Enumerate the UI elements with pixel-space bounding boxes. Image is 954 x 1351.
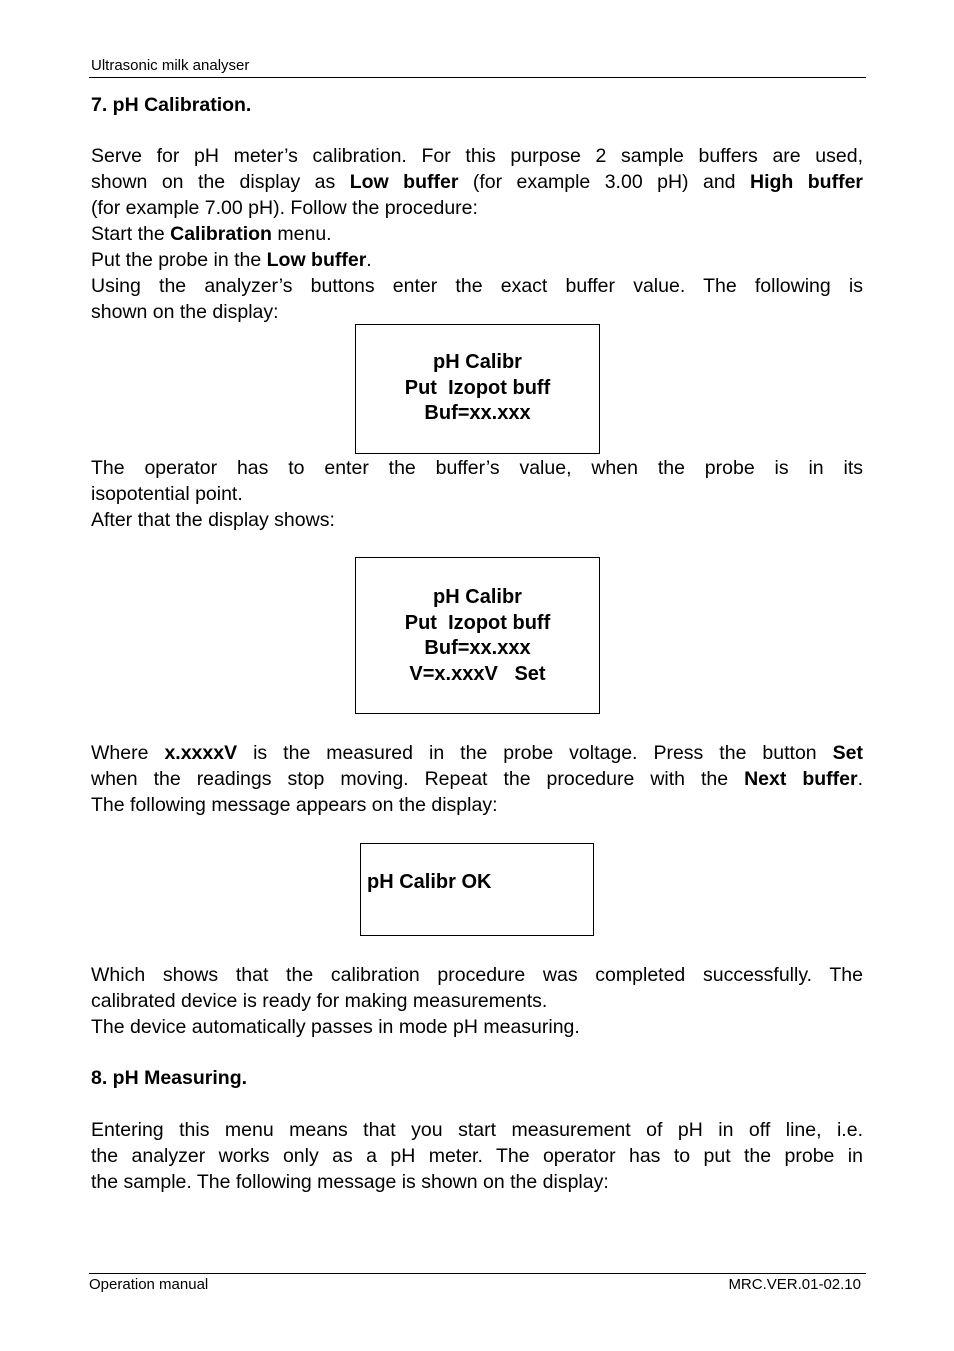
display-line: pH Calibr <box>433 351 522 373</box>
low-buffer-term: Low buffer <box>349 171 459 193</box>
intro-line-6: Using the analyzer’s buttons enter the exact buffer value. The following is <box>91 275 863 297</box>
display-box-1 <box>355 324 600 454</box>
intro-line-5 <box>91 247 863 273</box>
low-buffer-term: Low buffer <box>266 249 367 271</box>
intro-line-1: Serve for pH meter’s calibration. For this purpose 2 sample buffers are used, <box>91 145 863 167</box>
intro-line-4 <box>91 221 863 247</box>
voltage-term: x.xxxxV <box>164 742 238 764</box>
set-button-term: Set <box>832 742 863 764</box>
paragraph-after-display-3 <box>91 962 863 1040</box>
footer-left: Operation manual <box>89 1276 209 1293</box>
intro-text: . <box>366 249 372 271</box>
text-line <box>91 766 863 792</box>
section-7-intro <box>91 143 863 325</box>
text-line: the sample. The following message is shown on the display: <box>91 1171 609 1193</box>
display-line: Buf=xx.xxx <box>424 637 531 659</box>
text-line: Entering this menu means that you start measurement of pH in off line, i.e. <box>91 1119 863 1141</box>
display-line: Put Izopot buff <box>404 376 551 399</box>
display-box-3 <box>360 843 594 936</box>
intro-text: Start the <box>91 223 171 245</box>
intro-text: shown on the display as <box>91 171 350 193</box>
high-buffer-term: High buffer <box>749 171 864 193</box>
intro-line-3: (for example 7.00 pH). Follow the procedure: <box>91 197 478 219</box>
running-header: Ultrasonic milk analyser <box>91 57 250 74</box>
next-buffer-term: Next buffer <box>744 768 858 790</box>
intro-line-7: shown on the display: <box>91 301 279 323</box>
display-line: pH Calibr <box>433 586 522 608</box>
footer-rule <box>89 1273 866 1274</box>
text-line: The operator has to enter the buffer’s value, when the probe is in its <box>91 457 863 479</box>
display-line: pH Calibr OK <box>367 871 492 893</box>
intro-text: (for example 3.00 pH) and <box>458 171 750 193</box>
calibration-menu-term: Calibration <box>170 223 272 245</box>
intro-text: menu. <box>271 223 332 245</box>
text-line: calibrated device is ready for making measurements. <box>91 990 548 1012</box>
display-box-2 <box>355 557 600 714</box>
section-8-body <box>91 1117 863 1195</box>
text-line: the analyzer works only as a pH meter. The operator has to put the probe in <box>91 1145 863 1167</box>
text-segment: is the measured in the probe voltage. Press the button <box>237 742 833 764</box>
text-segment: . <box>857 768 863 790</box>
paragraph-after-display-1 <box>91 455 863 533</box>
display-line: Buf=xx.xxx <box>424 402 531 424</box>
intro-line-2 <box>91 169 863 195</box>
text-line <box>91 740 863 766</box>
text-line: isopotential point. <box>91 483 243 505</box>
text-line: The following message appears on the display: <box>91 794 498 816</box>
footer-right: MRC.VER.01-02.10 <box>728 1276 861 1293</box>
text-line: The device automatically passes in mode pH measuring. <box>91 1016 580 1038</box>
section-8-heading: 8. pH Measuring. <box>91 1067 248 1089</box>
intro-text: Put the probe in the <box>91 249 267 271</box>
text-segment: Where <box>91 742 165 764</box>
text-line: After that the display shows: <box>91 509 335 531</box>
text-line: Which shows that the calibration procedure was completed successfully. The <box>91 964 863 986</box>
text-segment: when the readings stop moving. Repeat the procedure with the <box>91 768 745 790</box>
paragraph-after-display-2 <box>91 740 863 818</box>
section-7-heading: 7. pH Calibration. <box>91 94 252 116</box>
display-line: V=x.xxxV Set <box>409 662 546 685</box>
header-rule <box>89 77 866 78</box>
display-line: Put Izopot buff <box>404 611 551 634</box>
